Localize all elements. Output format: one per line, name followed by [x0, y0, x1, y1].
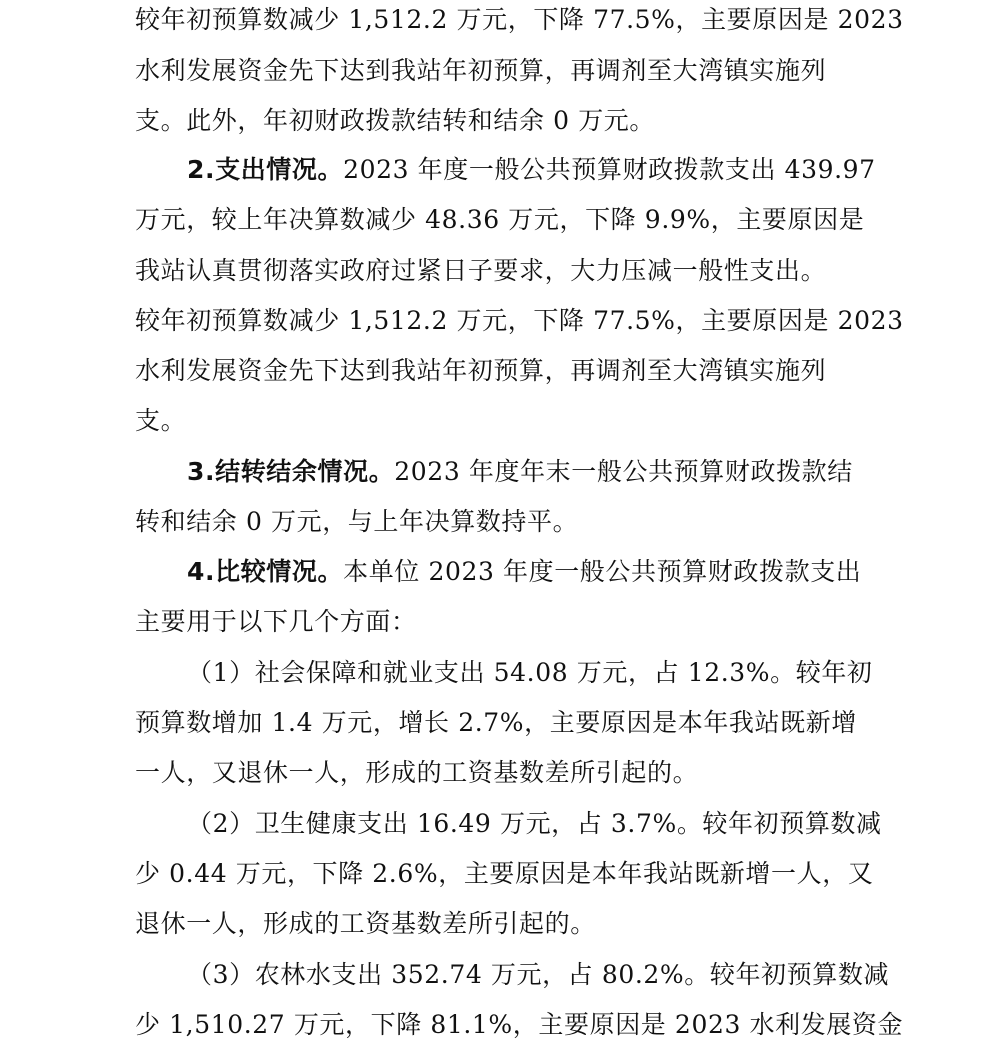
- text-span: 2023 年度年末一般公共预算财政拨款结: [394, 457, 853, 486]
- list-item-first-line: （2）卫生健康支出 16.49 万元，占 3.7%。较年初预算数减: [187, 809, 882, 838]
- section-heading: 3.结转结余情况。: [187, 457, 395, 486]
- text-line: 水利发展资金先下达到我站年初预算，再调剂至大湾镇实施列: [135, 56, 827, 85]
- paragraph-first-line: [187, 155, 876, 185]
- section-heading: 4.比较情况。: [187, 557, 344, 586]
- paragraph-first-line: [187, 557, 861, 587]
- text-line: 支。此外，年初财政拨款结转和结余 0 万元。: [135, 106, 656, 135]
- text-line: 转和结余 0 万元，与上年决算数持平。: [135, 507, 579, 536]
- text-span: 本单位 2023 年度一般公共预算财政拨款支出: [343, 557, 862, 586]
- text-line: 万元，较上年决算数减少 48.36 万元，下降 9.9%，主要原因是: [135, 205, 865, 234]
- text-line: 少 0.44 万元，下降 2.6%，主要原因是本年我站既新增一人，又: [135, 859, 874, 888]
- text-line: 预算数增加 1.4 万元，增长 2.7%，主要原因是本年我站既新增: [135, 708, 857, 737]
- text-line: 一人，又退休一人，形成的工资基数差所引起的。: [135, 758, 699, 787]
- text-line: 退休一人，形成的工资基数差所引起的。: [135, 909, 596, 938]
- text-span: 2023 年度一般公共预算财政拨款支出 439.97: [343, 155, 876, 184]
- section-heading: 2.支出情况。: [187, 155, 344, 184]
- paragraph-first-line: [187, 457, 853, 487]
- text-line: 主要用于以下几个方面：: [135, 607, 417, 636]
- text-line: 较年初预算数减少 1,512.2 万元，下降 77.5%，主要原因是 2023: [135, 306, 904, 335]
- list-item-first-line: （1）社会保障和就业支出 54.08 万元，占 12.3%。较年初: [187, 658, 873, 687]
- text-line: 支。: [135, 406, 187, 435]
- text-line: 我站认真贯彻落实政府过紧日子要求，大力压减一般性支出。: [135, 256, 827, 285]
- list-item-first-line: （3）农林水支出 352.74 万元，占 80.2%。较年初预算数减: [187, 960, 890, 989]
- text-line: 少 1,510.27 万元，下降 81.1%，主要原因是 2023 水利发展资金: [135, 1010, 904, 1039]
- text-line: 水利发展资金先下达到我站年初预算，再调剂至大湾镇实施列: [135, 356, 827, 385]
- text-line: 较年初预算数减少 1,512.2 万元，下降 77.5%，主要原因是 2023: [135, 5, 904, 34]
